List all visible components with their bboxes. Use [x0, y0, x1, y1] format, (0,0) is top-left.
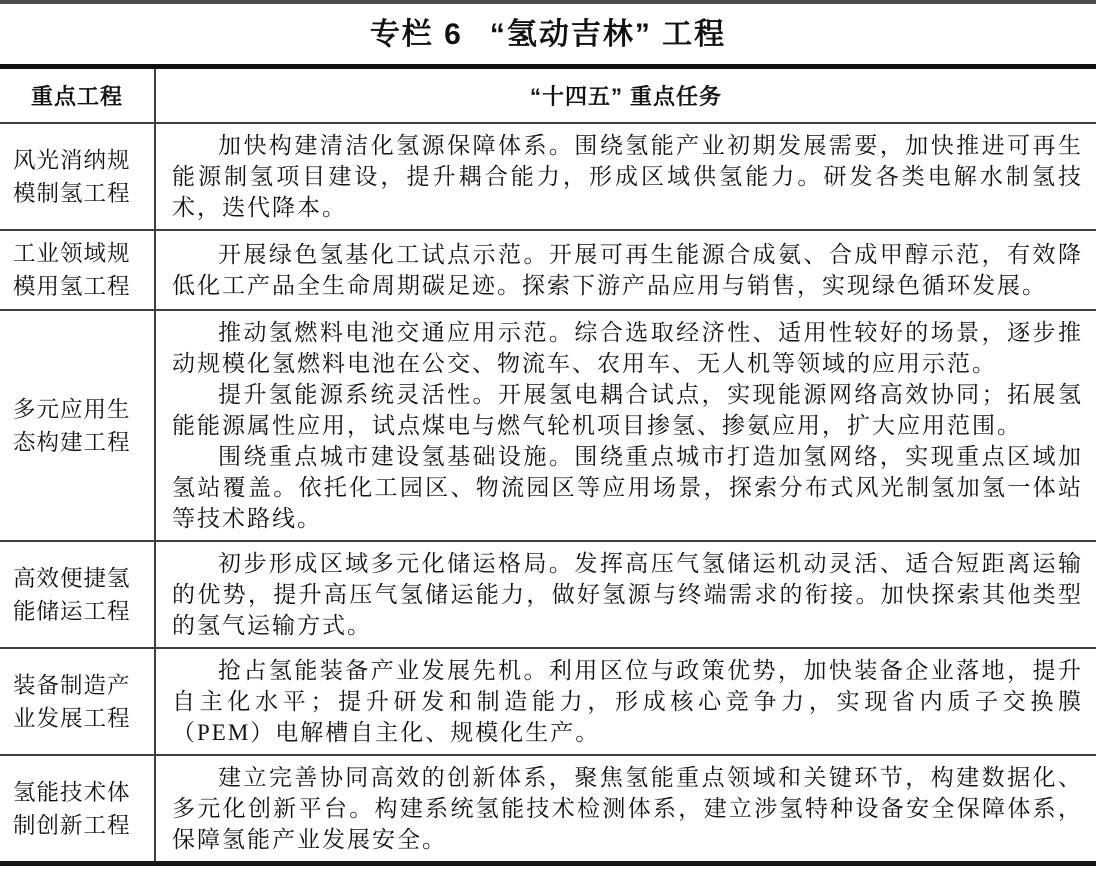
tasks-cell	[155, 230, 1096, 310]
table-row	[0, 230, 1096, 310]
table-row	[0, 541, 1096, 648]
tasks-cell	[155, 755, 1096, 861]
project-name-cell: 氢能技术体制创新工程	[0, 755, 155, 861]
task-paragraph: 加快构建清洁化氢源保障体系。围绕氢能产业初期发展需要，加快推进可再生能源制氢项目建设，提升耦合能力，形成区域供氢能力。研发各类电解水制氢技术，迭代降本。	[172, 133, 1083, 220]
task-paragraph: 提升氢能源系统灵活性。开展氢电耦合试点，实现能源网络高效协同；拓展氢能能源属性应用，试点煤电与燃气轮机项目掺氢、掺氨应用，扩大应用范围。	[172, 382, 1083, 438]
project-name-cell: 高效便捷氢能储运工程	[0, 541, 155, 648]
task-paragraph: 开展绿色氢基化工试点示范。开展可再生能源合成氨、合成甲醇示范，有效降低化工产品全生命周期碳足迹。探索下游产品应用与销售，实现绿色循环发展。	[172, 242, 1083, 298]
tasks-cell	[155, 648, 1096, 755]
table-row	[0, 123, 1096, 230]
table-row	[0, 755, 1096, 861]
project-name-cell: 装备制造产业发展工程	[0, 648, 155, 755]
title-label: 专栏 6	[369, 18, 463, 51]
project-name-cell: 多元应用生态构建工程	[0, 310, 155, 541]
tasks-cell	[155, 541, 1096, 648]
table-row	[0, 310, 1096, 541]
column-header-tasks: “十四五” 重点任务	[529, 84, 723, 109]
table-title	[0, 4, 1096, 69]
title-name: “氢动吉林” 工程	[489, 18, 727, 51]
task-paragraph: 推动氢燃料电池交通应用示范。综合选取经济性、适用性较好的场景，逐步推动规模化氢燃料电池在公交、物流车、农用车、无人机等领域的应用示范。	[172, 320, 1083, 376]
project-name-cell: 工业领域规模用氢工程	[0, 230, 155, 310]
table-row	[0, 648, 1096, 755]
header-row	[0, 69, 1096, 123]
key-projects-table	[0, 69, 1096, 861]
task-paragraph: 建立完善协同高效的创新体系，聚焦氢能重点领域和关键环节，构建数据化、多元化创新平台。构建系统氢能技术检测体系，建立涉氢特种设备安全保障体系，保障氢能产业发展安全。	[172, 765, 1083, 852]
tasks-cell	[155, 310, 1096, 541]
task-paragraph: 围绕重点城市建设氢基础设施。围绕重点城市打造加氢网络，实现重点区域加氢站覆盖。依托化工园区、物流园区等应用场景，探索分布式风光制氢加氢一体站等技术路线。	[172, 444, 1083, 531]
task-paragraph: 初步形成区域多元化储运格局。发挥高压气氢储运机动灵活、适合短距离运输的优势，提升高压气氢储运能力，做好氢源与终端需求的衔接。加快探索其他类型的氢气运输方式。	[172, 551, 1083, 638]
project-name-cell: 风光消纳规模制氢工程	[0, 123, 155, 230]
tasks-cell	[155, 123, 1096, 230]
task-paragraph: 抢占氢能装备产业发展先机。利用区位与政策优势，加快装备企业落地，提升自主化水平；提升研发和制造能力，形成核心竞争力，实现省内质子交换膜（PEM）电解槽自主化、规模化生产。	[172, 658, 1083, 745]
column-header-project: 重点工程	[0, 69, 155, 123]
